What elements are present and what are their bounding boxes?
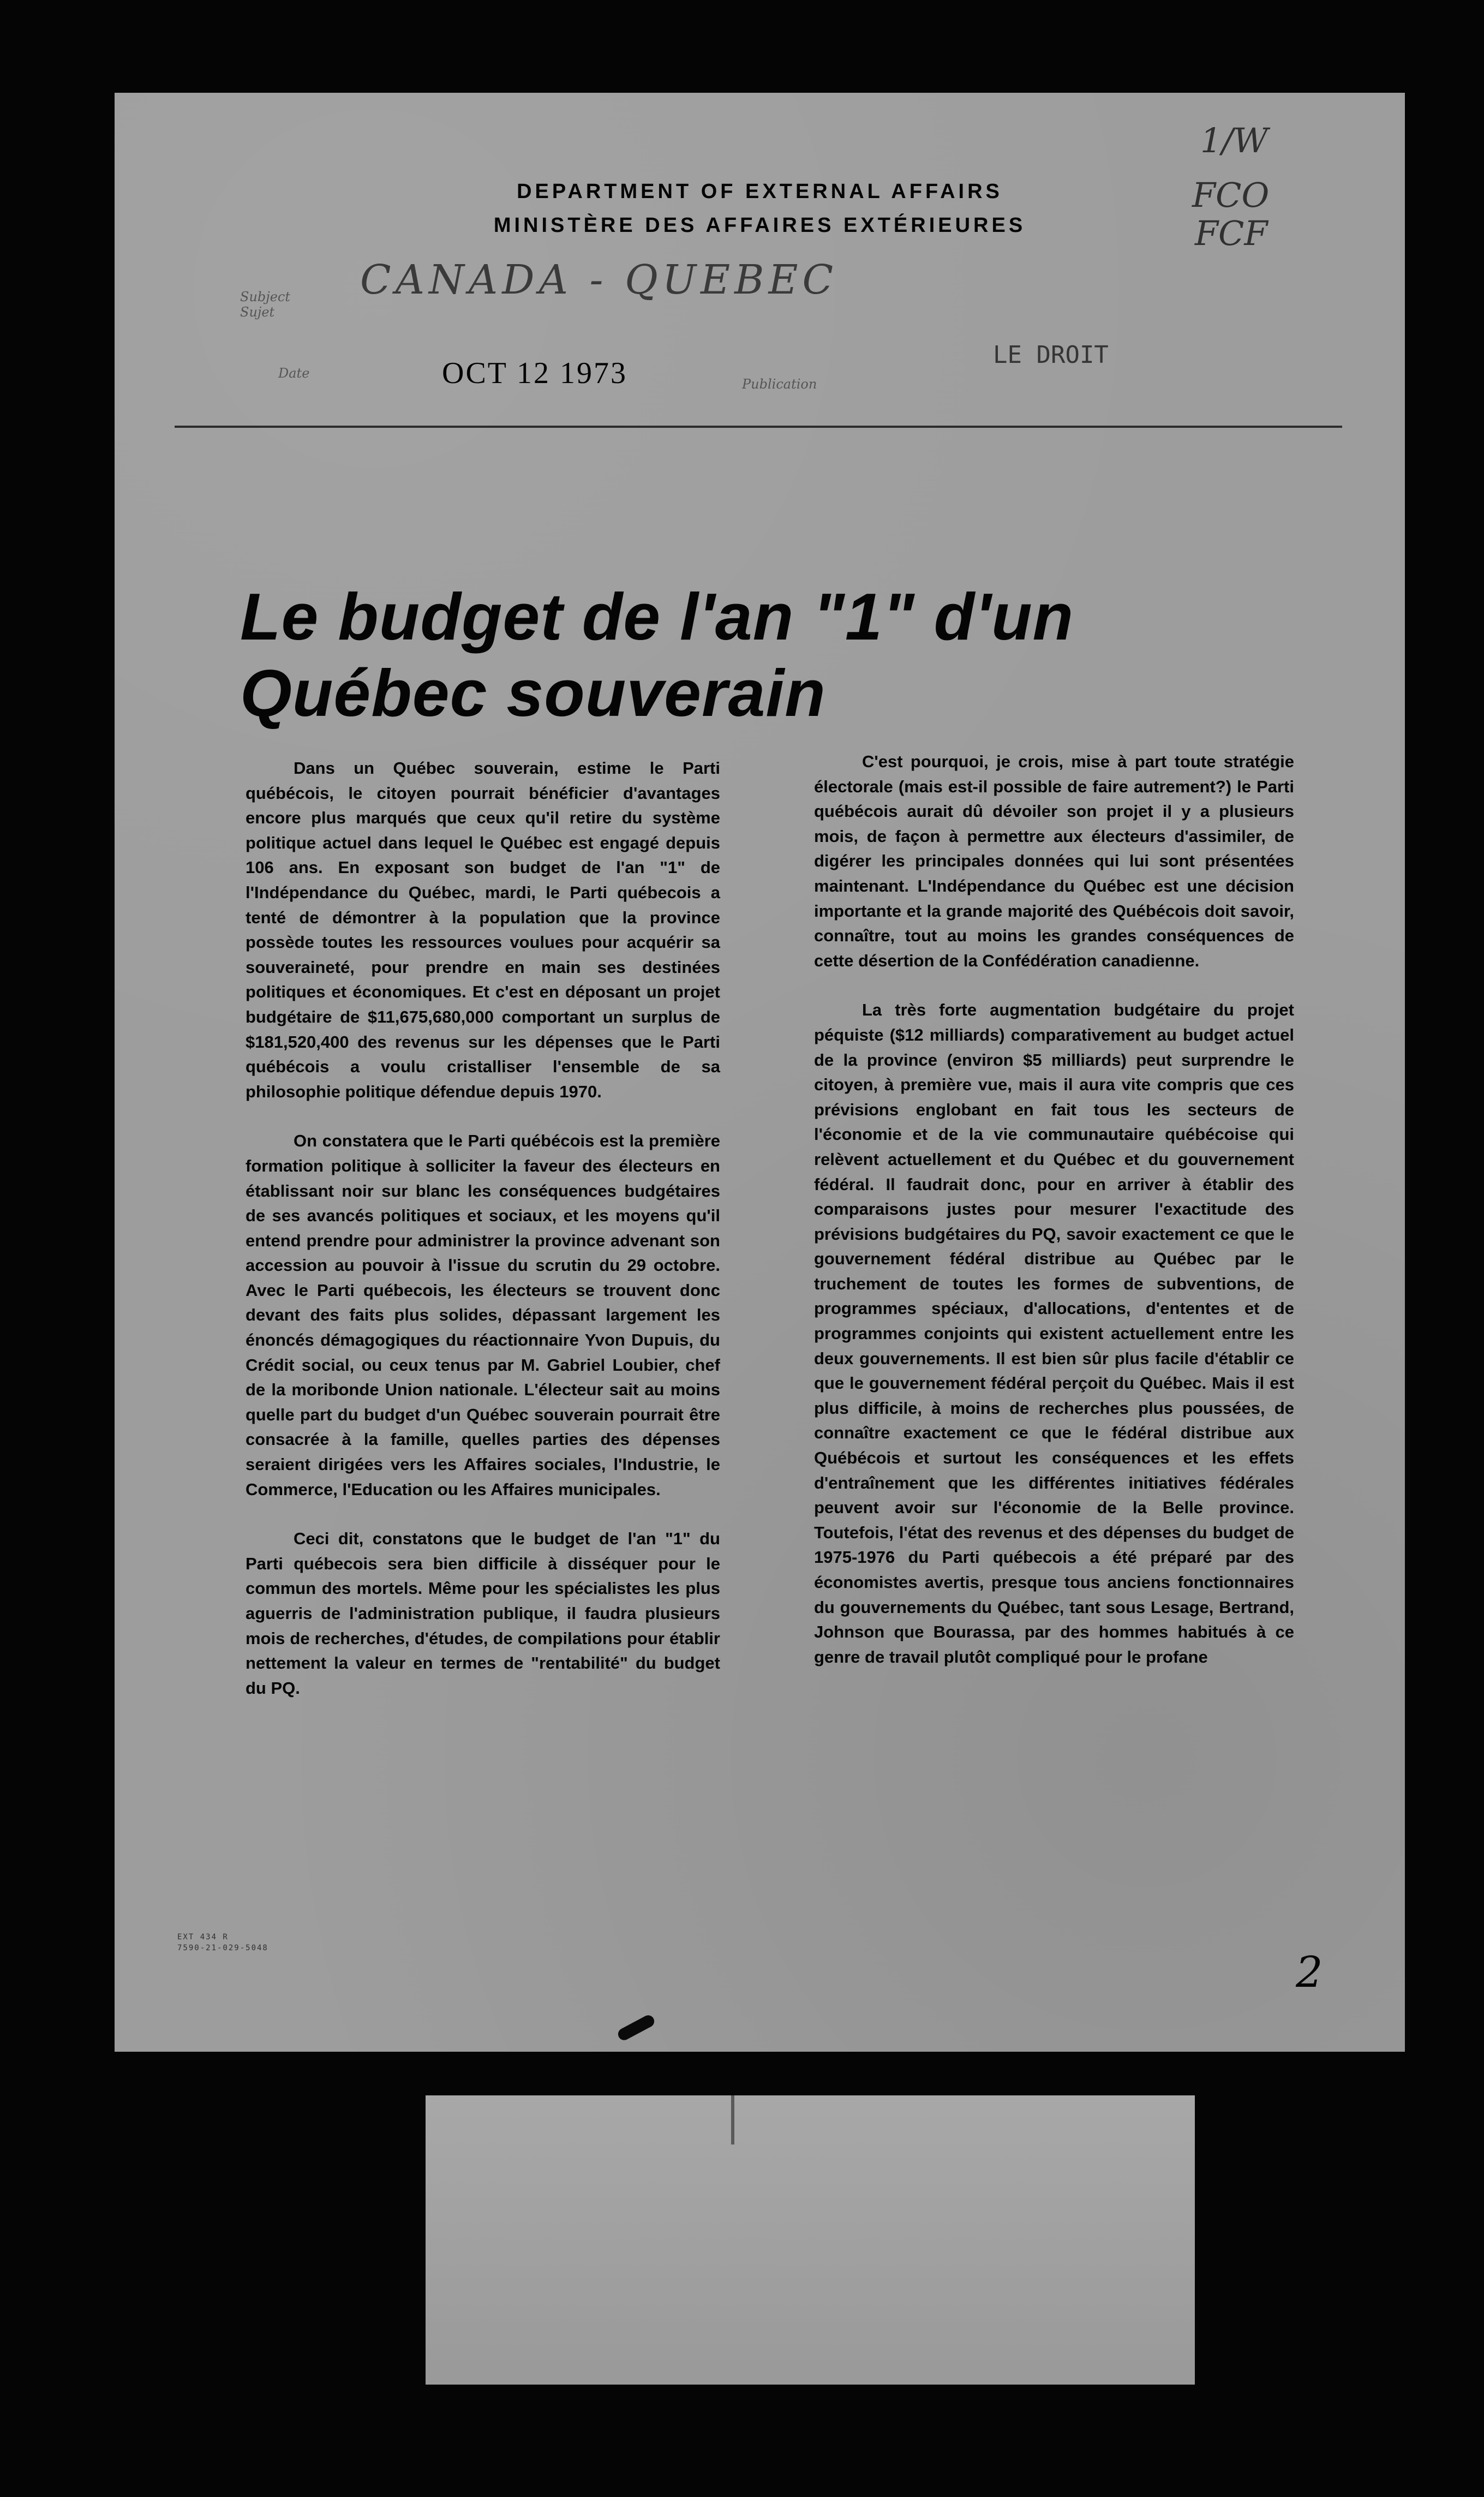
article-paragraph: Dans un Québec souverain, estime le Parti québécois, le citoyen pourrait bénéficier d'avantages encore plus marqués que ceux qu'il retire du système politique actuel dans lequel le Québec est engagé depuis 106 ans. En exposant son budget de l'an "1" de l'Indépendance du Québec, mardi, le Parti québecois a tenté de démontrer à la population que la province possède toutes les ressources voulues pour acquérir sa souveraineté, pour prendre en main ses destinées politiques et économiques. Et c'est en déposant un projet budgétaire de $11,675,680,000 comportant un surplus de $181,520,400 des revenus sur les dépenses que le Parti québécois a voulu cristalliser l'ensemble de sa philosophie politique défendue depuis 1970. bbox=[246, 758, 720, 1101]
margin-note-2: FCO bbox=[1192, 175, 1270, 215]
ink-smudge bbox=[616, 2013, 656, 2042]
header-divider bbox=[175, 426, 1342, 428]
handwritten-subject: CANADA - QUEBEC bbox=[360, 256, 838, 303]
handwritten-page-number: 2 bbox=[1296, 1948, 1323, 1997]
date-stamp: OCT 12 1973 bbox=[442, 356, 627, 390]
department-header-fr: MINISTÈRE DES AFFAIRES EXTÉRIEURES bbox=[493, 214, 1026, 237]
date-label: Date bbox=[278, 366, 310, 381]
department-header-en: DEPARTMENT OF EXTERNAL AFFAIRS bbox=[517, 180, 1003, 203]
article-column-left bbox=[246, 756, 720, 1700]
publication-name: LE DROIT bbox=[993, 341, 1109, 369]
publication-label: Publication bbox=[742, 377, 817, 392]
margin-note-3: FCF bbox=[1195, 213, 1268, 253]
margin-note-1: 1/W bbox=[1200, 121, 1268, 160]
article-paragraph: Ceci dit, constatons que le budget de l'an "1" du Parti québecois sera bien difficile à disséquer pour le commun des mortels. Même pour les spécialistes les plus aguerris de l'administration publique, il faudra plusieurs mois de recherches, d'études, de compilations pour établir nettement la valeur en termes de "rentabilité" du budget du PQ. bbox=[246, 1529, 720, 1698]
article-column-right bbox=[814, 749, 1294, 1669]
article-paragraph: On constatera que le Parti québécois est la première formation politique à solliciter la faveur des électeurs en établissant noir sur blanc les conséquences budgétaires de ses avancés politiques et sociaux, et les moyens qu'il entend prendre pour administrer la province advenant son accession au pouvoir à l'issue du scrutin du 29 octobre. Avec le Parti québecois, les électeurs se trouvent donc devant des faits plus solides, dépassant largement les énoncés démagogiques du réactionnaire Yvon Dupuis, du Crédit social, ou ceux tenus par M. Gabriel Loubier, chef de la moribonde Union nationale. L'électeur sait au moins quelle part du budget d'un Québec souverain pourrait être consacrée à la famille, quelles parties des dépenses seraient dirigées vers les Affaires sociales, l'Industrie, le Commerce, l'Education ou les Affaires municipales. bbox=[246, 1131, 720, 1499]
article-paragraph: C'est pourquoi, je crois, mise à part toute stratégie électorale (mais est-il possible de faire autrement?) le Parti québécois aurait dû dévoiler son projet il y a plusieurs mois, de façon à permettre aux électeurs d'assimiler, de digérer les principales données qui lui sont présentées maintenant. L'Indépendance du Québec est une décision importante et la grande majorité des Québécois doit savoir, connaître, tout au moins les grandes conséquences de cette désertion de la Confédération canadienne. bbox=[814, 752, 1294, 970]
card-mark bbox=[731, 2095, 734, 2144]
subject-label: Subject Sujet bbox=[240, 289, 290, 320]
form-number: EXT 434 R 7590-21-029-5048 bbox=[177, 1933, 268, 1952]
blank-card bbox=[426, 2095, 1195, 2385]
article-headline: Le budget de l'an "1" d'un Québec souverain bbox=[240, 580, 1074, 730]
clipping-sheet bbox=[115, 93, 1405, 2052]
article-paragraph: La très forte augmentation budgétaire du projet péquiste ($12 milliards) comparativement au budget actuel de la province (environ $5 milliards) peut surprendre le citoyen, à première vue, mais il aura vite compris que ces prévisions englobant en fait tous les secteurs de l'économie et de la vie communautaire québécoise qui relèvent actuellement et du Québec et du gouvernement fédéral. Il faudrait donc, pour en arriver à établir des comparaisons justes pour mesurer l'exactitude des prévisions budgétaires du PQ, savoir exactement ce que le gouvernement fédéral distribue au Québec par le truchement de toutes les formes de subventions, de programmes spéciaux, d'allocations, d'ententes et de programmes conjoints qui existent actuellement entre les deux gouvernements. Il est bien sûr plus facile d'établir ce que le gouvernement fédéral perçoit du Québec. Mais il est plus difficile, à moins de recherches plus poussées, de connaître exactement ce que le fédéral distribue aux Québécois et surtout les conséquences et les effets d'entraînement que les différentes initiatives fédérales peuvent avoir sur l'économie de la Belle province. Toutefois, l'état des revenus et des dépenses du budget de 1975-1976 du Parti québecois a été préparé par des économistes avertis, presque tous anciens fonctionnaires du gouvernements du Québec, tant sous Lesage, Bertrand, Johnson que Bourassa, par des hommes habitués à ce genre de travail plutôt compliqué pour le profane bbox=[814, 1000, 1294, 1666]
